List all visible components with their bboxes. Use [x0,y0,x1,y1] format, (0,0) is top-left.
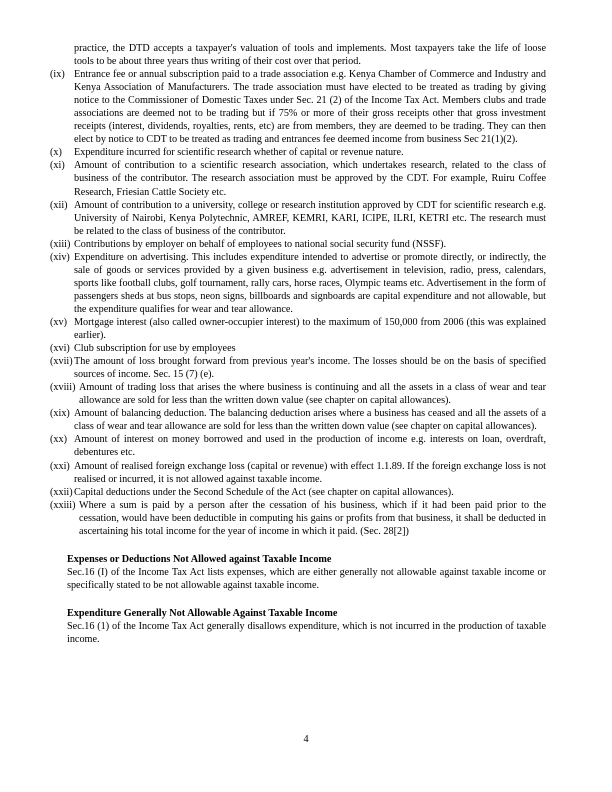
section-heading: Expenditure Generally Not Allowable Against Taxable Income [67,607,338,619]
list-item [50,355,546,381]
list-item [50,499,546,538]
list-item [50,381,546,407]
list-marker: (xiii) [50,238,71,250]
list-item [50,342,546,355]
list-marker: (ix) [50,69,65,81]
section-body: Sec.16 (1) of the Income Tax Act generally disallows expenditure, which is not incurred in the production of taxable income. [67,620,546,646]
list-item-text: Contributions by employer on behalf of employees to national social security fund (NSSF). [74,238,447,250]
list-item-text: Amount of interest on money borrowed and used in the production of income e.g. interests on loan, overdraft, debentures etc. [74,434,546,459]
roman-numeral-list [50,68,546,538]
section-heading: Expenses or Deductions Not Allowed against Taxable Income [67,553,332,565]
list-marker: (x) [50,147,62,159]
page-number: 4 [303,734,309,745]
list-item-text: Expenditure incurred for scientific research whether of capital or revenue nature. [74,147,404,159]
list-item [50,159,546,198]
list-item [50,238,546,251]
list-marker: (xxiii) [50,499,76,511]
list-marker: (xviii) [50,382,76,394]
lead-paragraph: practice, the DTD accepts a taxpayer's valuation of tools and implements. Most taxpayers take the life of loose tools to be about three years thus writing of their cost over that period. [74,43,546,68]
list-marker: (xvi) [50,343,70,355]
section-expenses-not-allowed [50,553,546,592]
list-marker: (xiv) [50,251,70,263]
list-marker: (xix) [50,408,70,420]
list-item-text: Capital deductions under the Second Schedule of the Act (see chapter on capital allowances). [74,486,454,498]
list-marker: (xi) [50,160,65,172]
page-content [50,42,546,646]
list-item-text: Amount of balancing deduction. The balancing deduction arises where a business has ceased and all the assets of a class of wear and tear allowance are sold for less than the written down value (see chapter on capital allowances). [74,408,546,433]
section-body: Sec.16 (I) of the Income Tax Act lists expenses, which are either generally not allowable against taxable income or specifically stated to be not allowable against taxable income. [67,566,546,591]
list-item [50,199,546,238]
list-item-text: Mortgage interest (also called owner-occupier interest) to the maximum of 150,000 from 2006 (this was explained earlier). [74,316,546,342]
list-item-text: Entrance fee or annual subscription paid to a trade association e.g. Kenya Chamber of Commerce and Industry and Kenya Association of Manufacturers. The trade association must have elected to be treated as trading by giving notice to the Commissioner of Domestic Taxes under Sec. 21 (2) of the Income Tax Act. Members clubs and trade associations are deemed not to be trading but if 75% or more of their gross receipts other that gross investment receipts (interest, dividends, royalties, rents, etc) are from members, they are deemed to be trading. They can then elect by notice to CDT to be treated as trading and entrances fee deemed income from business Sec 21(1)(2). [74,69,546,146]
list-item-text: Amount of trading loss that arises the where business is continuing and all the assets in a class of wear and tear allowance are sold for less than the written down value (see chapter on capital allowances). [79,382,546,407]
list-item-text: Where a sum is paid by a person after the cessation of his business, which if it had been paid prior to the cessation, would have been deductible in computing his gains or profits from that business, it shall be deducted in ascertaining his total income for the year of income in which it paid. (Sec. 28[2]) [79,499,546,537]
list-marker: (xvii) [50,356,73,368]
list-item-text: Amount of contribution to a scientific research association, which undertakes research, related to the class of business of the contributor. The research association must be approved by the CDT. For example, Ruiru Coffee Research, Friesian Cattle Society etc. [74,160,546,198]
section-expenditure-not-allowable [50,607,546,646]
list-marker: (xii) [50,199,68,211]
list-item [50,407,546,433]
list-item-text: Amount of realised foreign exchange loss (capital or revenue) with effect 1.1.89. If the foreign exchange loss is not realised or incurred, it is not allowed against taxable income. [74,460,546,485]
list-item [50,146,546,159]
list-marker: (xv) [50,316,67,328]
list-item [50,486,546,499]
list-item [50,251,546,316]
list-item [50,316,546,342]
list-item [50,460,546,486]
list-item-text: Club subscription for use by employees [74,343,236,355]
list-item [50,68,546,146]
list-marker: (xx) [50,434,67,446]
list-marker: (xxii) [50,486,73,498]
list-marker: (xxi) [50,460,70,472]
list-item [50,433,546,459]
list-item-text: The amount of loss brought forward from previous year's income. The losses should be on the basis of specified sources of income. Sec. 15 (7) (e). [74,356,546,381]
list-item-text: Amount of contribution to a university, college or research institution approved by CDT for scientific research e.g. University of Nairobi, Kenya Polytechnic, AMREF, KEMRI, KARI, ICIPE, ILRI, KETRI etc. The research must be related to the class of business of the contributor. [74,199,546,237]
list-item-text: Expenditure on advertising. This includes expenditure intended to advertise or promote directly, or indirectly, the sale of goods or services provided by a given business e.g. advertisement in television, radio, press, calendars, sports like football clubs, golf tournament, rally cars, horse races, Olympic teams etc. Advertisement in the form of passengers sheds at bus stops, neon signs, billboards and signboards are capital expenditure and not allowable, but the expenditure qualifies for wear and tear allowance. [74,251,546,315]
